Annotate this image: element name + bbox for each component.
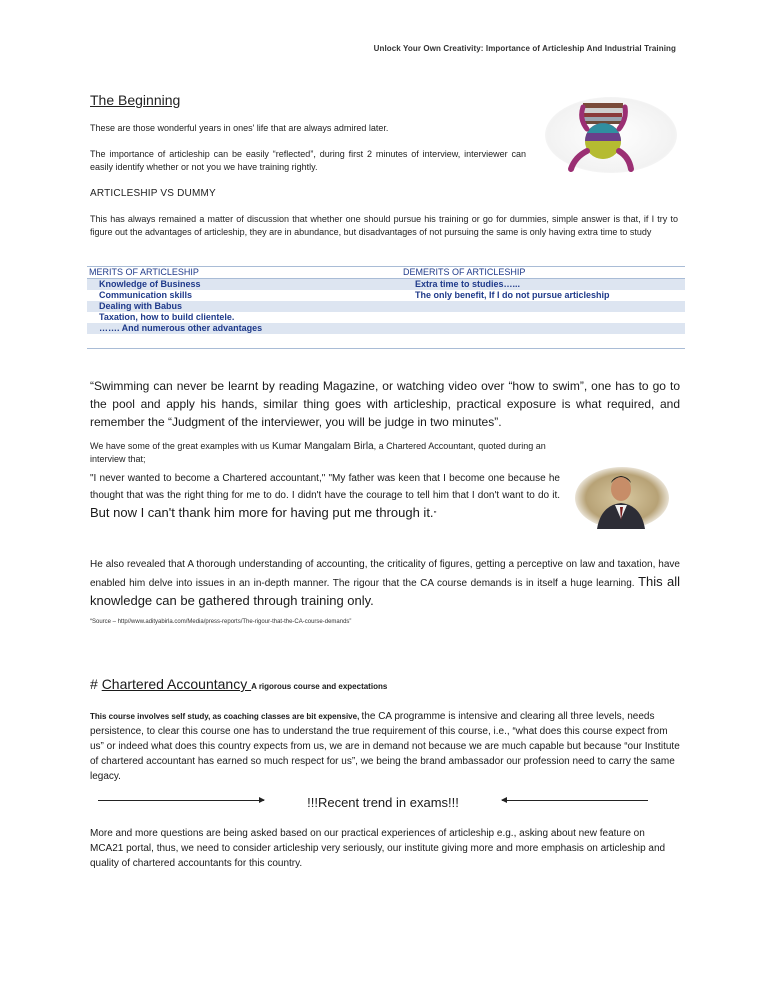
birla-quote-text: "I never wanted to become a Chartered accountant," "My father was keen that I become one because he thought that was the right thing for me to do. I didn't have the courage to tell him that I don't want to do it.	[90, 473, 560, 501]
ca-title: Chartered Accountancy	[101, 676, 252, 692]
birla-name: Kumar Mangalam Birla	[271, 441, 374, 452]
merit-cell: Communication skills	[99, 290, 193, 300]
ca-subtitle: A rigorous course and expectations	[251, 682, 388, 691]
source-citation: “Source – http//www.adityabirla.com/Media/press-reports/The-rigour-that-the-CA-course-demands”	[90, 619, 352, 625]
table-header-row	[87, 267, 685, 279]
table-row	[87, 334, 685, 349]
birla-intro-text: We have some of the great examples with us	[90, 441, 272, 451]
demerit-cell	[397, 301, 685, 312]
table-row	[87, 323, 685, 334]
birla-revealed-paragraph	[90, 556, 680, 611]
merit-cell: Knowledge of Business	[87, 279, 397, 291]
table-row	[87, 279, 685, 291]
ca-course-paragraph	[90, 709, 680, 784]
birla-quote	[90, 470, 560, 523]
demerit-cell	[397, 323, 685, 334]
merit-cell: Taxation, how to build clientele.	[99, 312, 235, 322]
page-header: Unlock Your Own Creativity: Importance of Articleship And Industrial Training	[373, 44, 676, 53]
left-arrow-icon	[502, 800, 648, 801]
merits-header: MERITS OF ARTICLESHIP	[87, 267, 397, 279]
demerit-cell	[397, 312, 685, 323]
table-row	[87, 301, 685, 312]
revealed-emphasis: This all knowledge can be gathered through training only.	[90, 574, 680, 608]
birla-quote-end: "	[433, 510, 437, 519]
section-title-beginning: The Beginning	[90, 92, 181, 108]
books-on-ball-illustration	[545, 97, 677, 174]
table-row	[87, 290, 685, 301]
kumar-mangalam-birla-photo	[575, 467, 669, 529]
beginning-paragraph-2: The importance of articleship can be easily “reflected”, during first 2 minutes of interview, interviewer can easily identify whether or not you we have training rightly.	[90, 149, 526, 172]
merits-demerits-table	[87, 266, 685, 349]
birla-intro	[90, 440, 560, 466]
hash-symbol: #	[90, 676, 102, 692]
birla-intro-text-2: , a Chartered Accountant, quoted during an interview that;	[90, 441, 546, 464]
beginning-paragraph-1: These are those wonderful years in ones' life that are always admired later.	[90, 123, 389, 133]
merit-cell: ……. And numerous other advantages	[87, 323, 397, 334]
articleship-vs-dummy-heading: ARTICLESHIP VS DUMMY	[90, 188, 216, 199]
ca-lead: This course involves self study, as coaching classes are bit expensive,	[90, 712, 362, 721]
swimming-quote: “Swimming can never be learnt by reading Magazine, or watching video over “how to swim”, one has to go to the pool and apply his hands, similar thing goes with articleship, practical exposure is what required, and remember the “Judgment of the interviewer, you will be judge in two minutes”.	[90, 379, 680, 429]
right-arrow-icon	[98, 800, 264, 801]
demerit-cell: The only benefit, If I do not pursue articleship	[415, 290, 610, 300]
merit-cell: Dealing with Babus	[87, 301, 397, 312]
demerit-cell: Extra time to studies…...	[397, 279, 685, 291]
more-questions-paragraph: More and more questions are being asked based on our practical experiences of articleship e.g., asking about new feature on MCA21 portal, thus, we need to consider articleship very seriously, our institute giving more and more emphasis on articleship and quality of chartered accountants for this country.	[90, 828, 666, 869]
ca-body: the CA programme is intensive and clearing all three levels, needs persistence, to clear this course one has to understand the true requirement of this course, i.e., “what does this course expect from us” or indeed what does this country expects from us, we are in demand not because we are much capable but because “our Institute of chartered accountant has earned so much respect for us”, we being the brand ambassador our profession need to carry the same legacy.	[90, 711, 680, 782]
table-row	[87, 312, 685, 323]
recent-trend-heading: !!!Recent trend in exams!!!	[307, 795, 459, 810]
birla-quote-emphasis: But now I can't thank him more for having put me through it.	[90, 505, 434, 520]
demerits-header: DEMERITS OF ARTICLESHIP	[397, 267, 685, 279]
section-title-chartered-accountancy	[90, 676, 387, 692]
revealed-text: He also revealed that A thorough understanding of accounting, the criticality of figures, getting a perceptive on law and taxation, have enabled him delve into issues in an in-depth manner. The rigour that the CA course demands is in itself a huge learning.	[90, 559, 680, 589]
beginning-paragraph-3: This has always remained a matter of discussion that whether one should pursue his training or go for dummies, simple answer is that, if I try to figure out the advantages of articleship, they are in abundance, but disadvantages of not pursuing the same is only having extra time to study	[90, 214, 678, 237]
